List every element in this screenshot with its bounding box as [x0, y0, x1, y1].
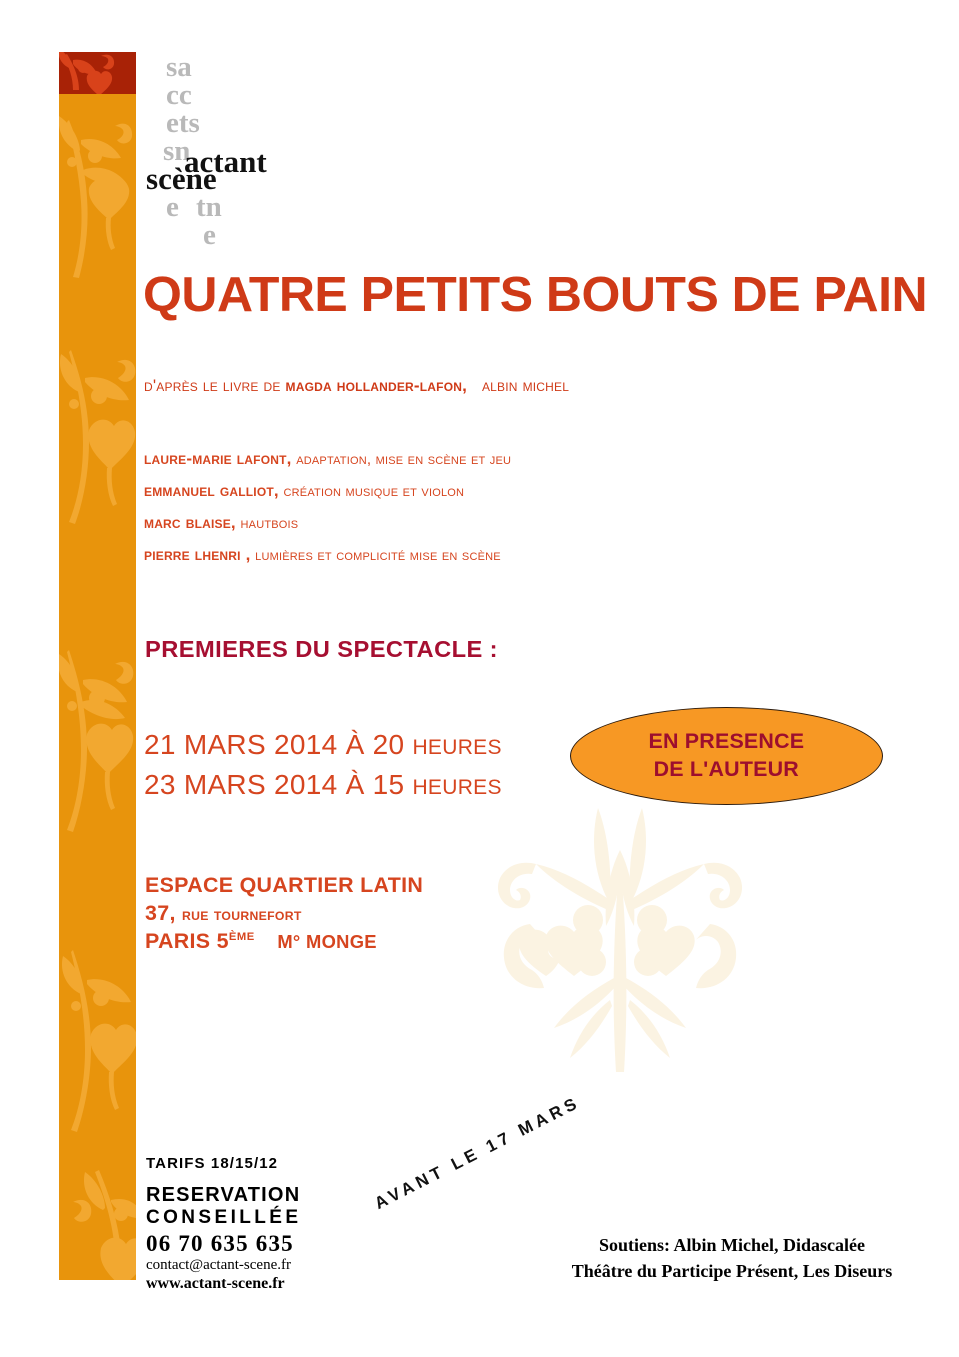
credits-block — [144, 449, 511, 577]
credit-role: adaptation, mise en scène et jeu — [296, 451, 512, 468]
credit-row — [144, 449, 511, 469]
badge-line-2: DE L'AUTEUR — [653, 758, 800, 781]
reservation-website[interactable]: www.actant-scene.fr — [146, 1274, 285, 1292]
logo-word-actant: actant — [184, 144, 267, 179]
premiere-date-row — [144, 729, 502, 761]
poster-title: QUATRE PETITS BOUTS DE PAIN — [143, 267, 928, 322]
logo-grid-letters-row3: ets — [166, 107, 200, 139]
logo-word-scene: scène — [146, 161, 217, 196]
venue-name: ESPACE QUARTIER LATIN — [145, 874, 424, 897]
premiere-date-unit: HEURES — [412, 736, 502, 759]
supporters-line-2: Théâtre du Participe Présent, Les Diseurs — [571, 1261, 893, 1282]
credit-role: lumières et complicité mise en scène — [255, 547, 501, 564]
decorative-side-band — [59, 52, 136, 1280]
booking-deadline-note: AVANT LE 17 MARS — [371, 1092, 584, 1214]
badge-line-1: EN PRESENCE — [648, 729, 805, 753]
credit-row — [144, 481, 511, 501]
credit-person: laure-marie lafont, — [144, 449, 292, 468]
supporters-line-1: Soutiens: Albin Michel, Didascalée — [598, 1235, 865, 1255]
logo-grid-letters-row2: cc — [166, 79, 192, 111]
reservation-block — [146, 1155, 301, 1293]
reservation-phone[interactable]: 06 70 635 635 — [146, 1230, 294, 1256]
side-band-top-cap — [59, 52, 136, 94]
venue-city-row — [145, 930, 423, 954]
logo-grid-letters-row1: sa — [166, 51, 192, 83]
logo-grid-letters-row5: e — [166, 191, 179, 223]
premiere-date-row — [144, 769, 502, 801]
side-band-cap-flourish — [59, 52, 136, 94]
venue-block — [145, 874, 424, 958]
logo-grid-letters-row6: tn — [196, 191, 222, 223]
credit-person: emmanuel galliot, — [144, 481, 279, 500]
credit-person: pierre lhenri , — [144, 545, 251, 564]
venue-street-number: 37, — [145, 902, 176, 925]
venue-metro: M° MONGE — [277, 932, 377, 952]
author-presence-badge — [570, 707, 883, 805]
book-credit-author: magda hollander-lafon, — [285, 376, 468, 395]
premiere-date-text: 23 MARS 2014 À 15 — [144, 769, 405, 800]
ticket-prices: TARIFS 18/15/12 — [146, 1155, 279, 1172]
book-credit-lead: d'après le livre de — [144, 376, 281, 395]
floral-watermark — [470, 800, 770, 1075]
credit-role: création musique et violon — [283, 483, 465, 500]
premiere-date-unit: HEURES — [412, 776, 502, 799]
credit-row — [144, 545, 511, 565]
credit-person: marc blaise, — [144, 513, 236, 532]
actant-scene-logo — [146, 46, 346, 251]
venue-city-ordinal: ÈME — [228, 931, 255, 943]
side-band-floral-pattern — [59, 52, 136, 1280]
reservation-label-line2: CONSEILLÉE — [146, 1207, 302, 1228]
premiere-date-text: 21 MARS 2014 À 20 — [144, 729, 405, 760]
venue-street-name: rue tournefort — [181, 905, 302, 924]
credit-row — [144, 513, 511, 533]
logo-grid-letters-row4: sn — [163, 135, 191, 167]
venue-city: PARIS 5 — [145, 930, 229, 953]
reservation-email[interactable]: contact@actant-scene.fr — [146, 1257, 291, 1274]
premieres-heading: PREMIERES DU SPECTACLE : — [145, 636, 499, 662]
premiere-dates-block — [144, 729, 502, 809]
credit-role: hautbois — [240, 515, 299, 532]
logo-grid-letters-row7: e — [203, 219, 216, 251]
book-credit-publisher: albin michel — [481, 376, 570, 395]
reservation-label-line1: RESERVATION — [146, 1184, 301, 1206]
book-credit-line — [144, 376, 569, 396]
supporters-block — [546, 1232, 918, 1284]
venue-street-row — [145, 902, 423, 926]
